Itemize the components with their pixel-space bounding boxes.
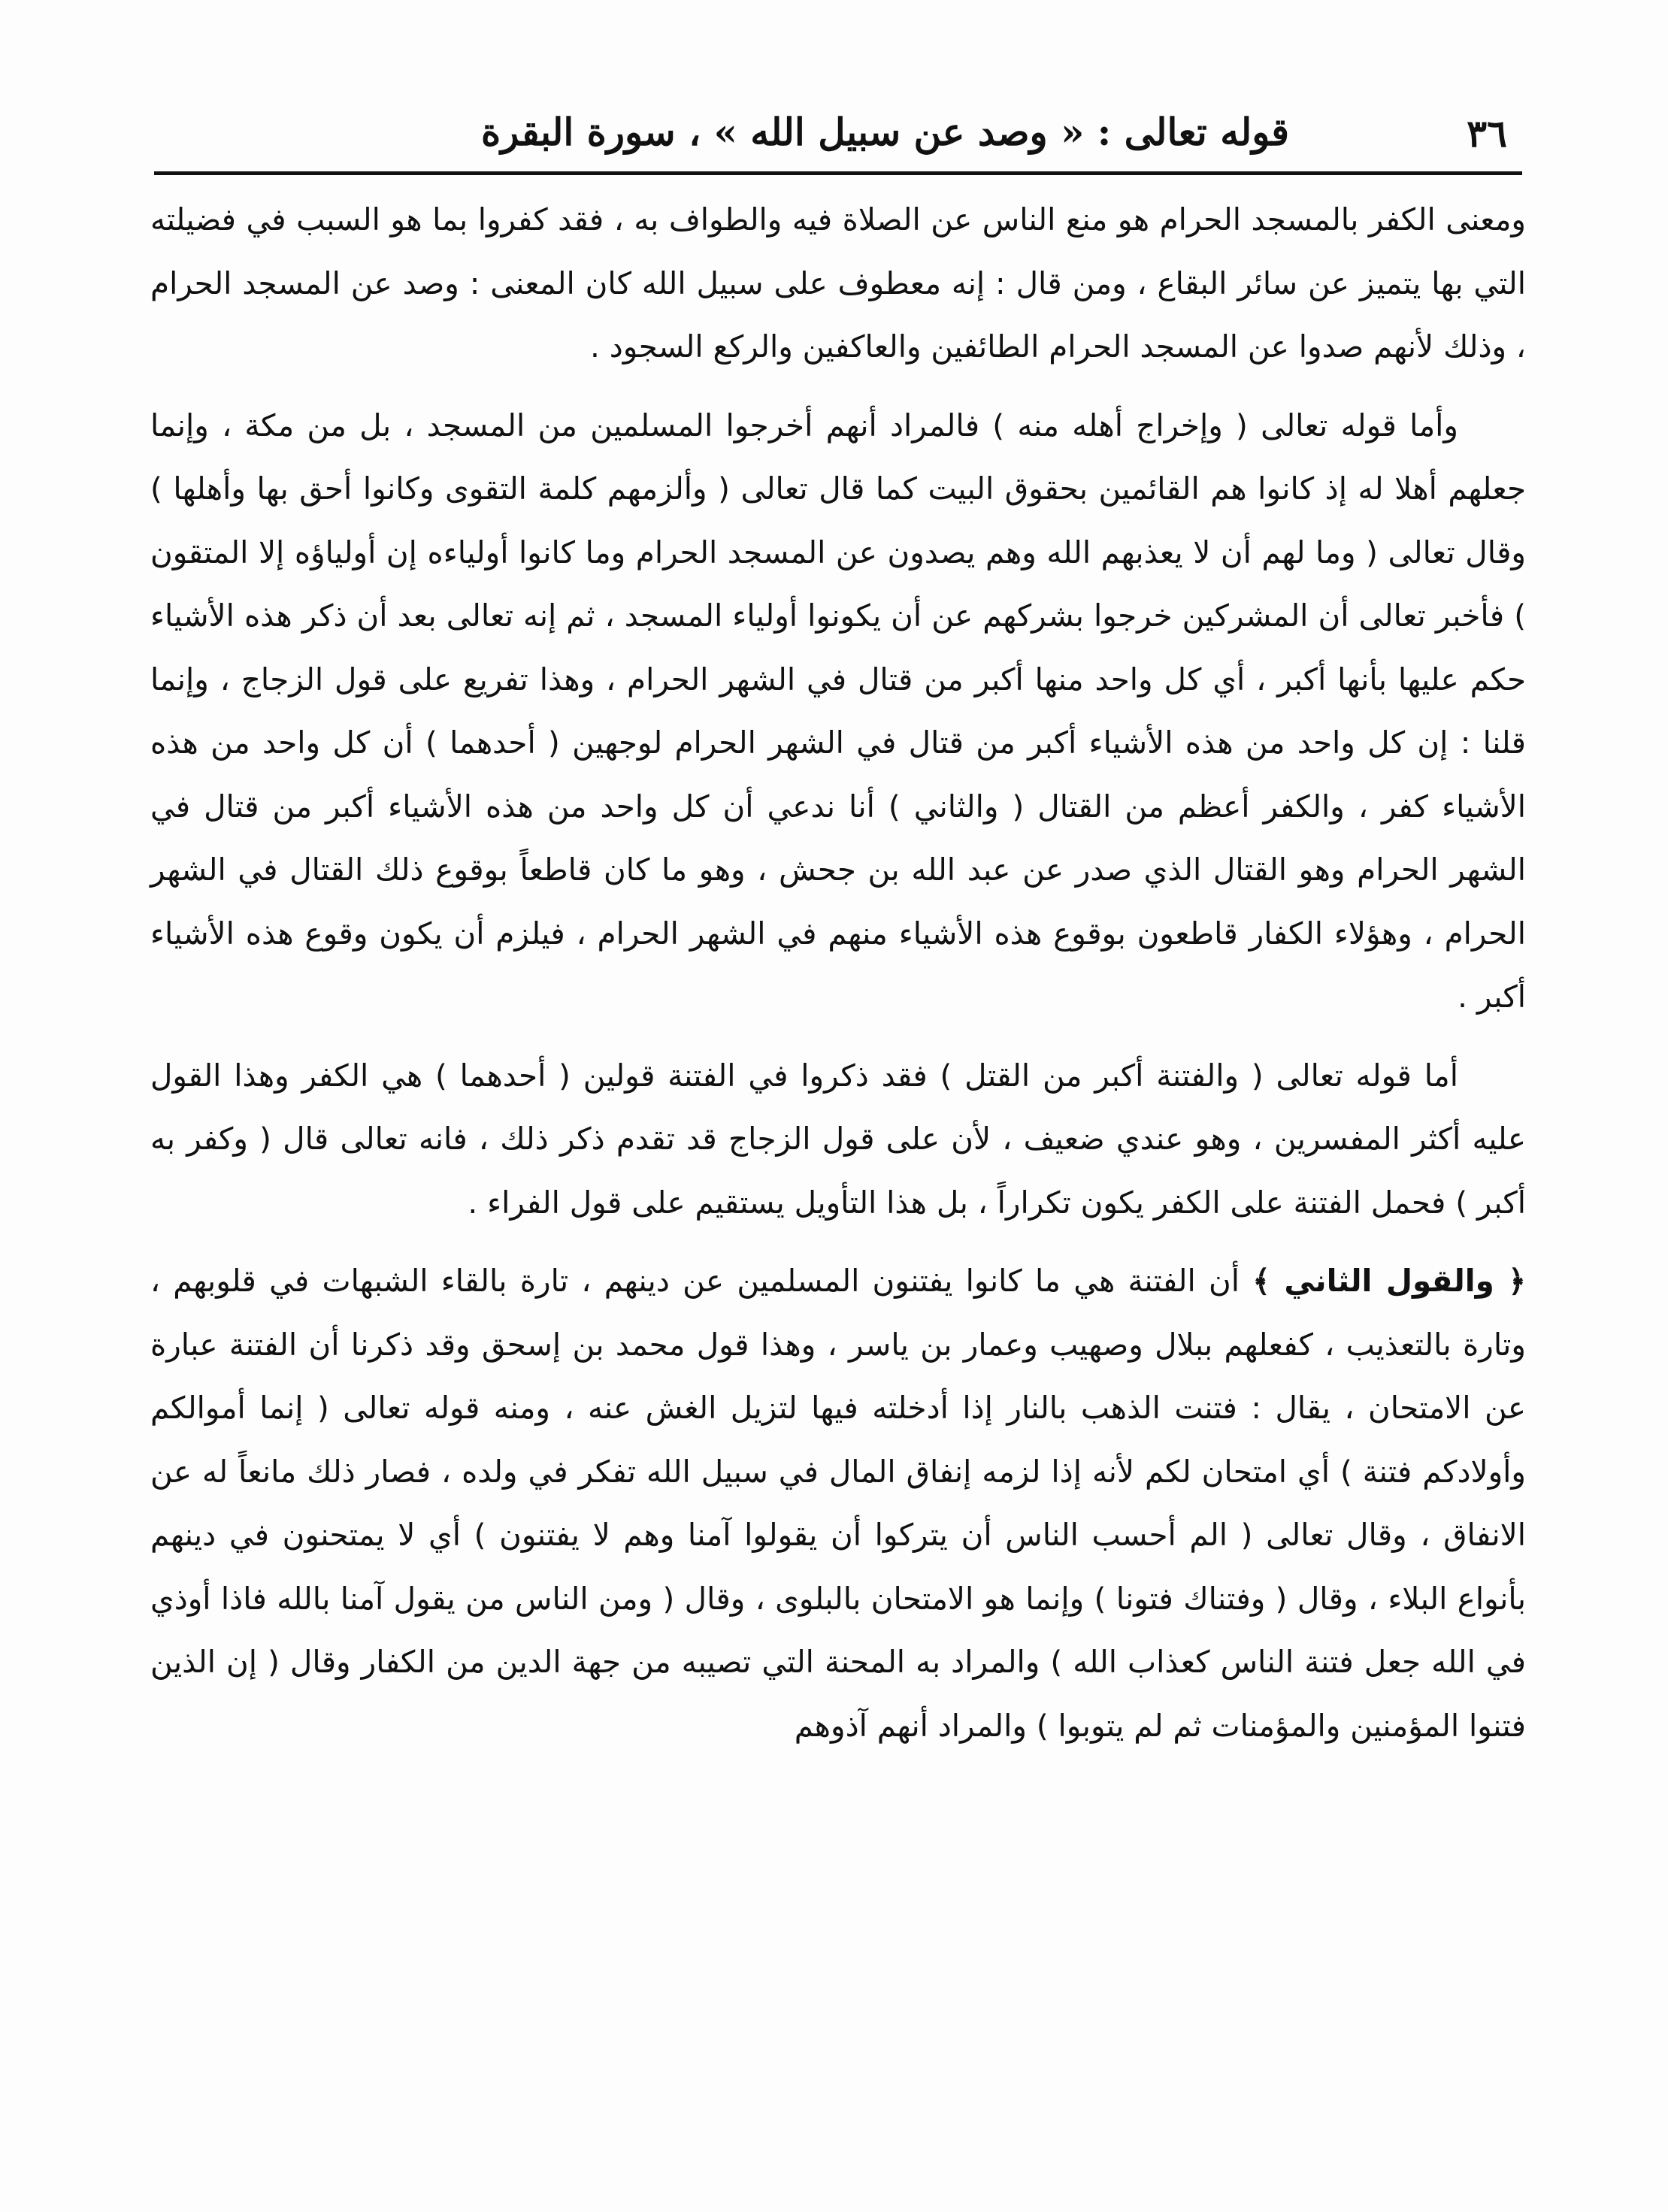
paragraph-4-text: أن الفتنة هي ما كانوا يفتنون المسلمين عن دينهم ، تارة بالقاء الشبهات في قلوبهم ، وتارة بالتعذيب ، كفعلهم ببلال وصهيب وعمار بن ياسر ، وهذا قول محمد بن إسحق وقد ذكرنا أن الفتنة عبارة عن الامتحان ، يقال : فتنت الذهب بالنار إذا أدخلته فيها لتزيل الغش عنه ، ومنه قوله تعالى ( إنما أموالكم وأولادكم فتنة ) أي امتحان لكم لأنه إذا لزمه إنفاق المال في سبيل الله تفكر في ولده ، فصار ذلك مانعاً له عن الانفاق ، وقال تعالى ( الم أحسب الناس أن يتركوا أن يقولوا آمنا وهم لا يفتنون ) أي لا يمتحنون في دينهم بأنواع البلاء ، وقال ( وفتناك فتونا ) وإنما هو الامتحان بالبلوى ، وقال ( ومن الناس من يقول آمنا بالله فاذا أوذي في الله جعل فتنة الناس كعذاب الله ) والمراد به المحنة التي تصيبه من جهة الدين من الكفار وقال ( إن الذين فتنوا المؤمنين والمؤمنات ثم لم يتوبوا ) والمراد أنهم آذوهم [150, 1263, 1526, 1744]
page-number: ٣٦ [1467, 111, 1507, 156]
paragraph-gap [150, 1029, 1526, 1044]
paragraph-3: أما قوله تعالى ( والفتنة أكبر من القتل ) فقد ذكروا في الفتنة قولين ( أحدهما ) هي الكفر وهذا القول عليه أكثر المفسرين ، وهو عندي ضعيف ، لأن على قول الزجاج قد تقدم ذكر ذلك ، فانه تعالى قال ( وكفر به أكبر ) فحمل الفتنة على الكفر يكون تكراراً ، بل هذا التأويل يستقيم على قول الفراء . [150, 1057, 1526, 1221]
paragraph-2: وأما قوله تعالى ( وإخراج أهله منه ) فالمراد أنهم أخرجوا المسلمين من المسجد ، بل من مكة ، وإنما جعلهم أهلا له إذ كانوا هم القائمين بحقوق البيت كما قال تعالى ( وألزمهم كلمة التقوى وكانوا أحق بها وأهلها ) وقال تعالى ( وما لهم أن لا يعذبهم الله وهم يصدون عن المسجد الحرام وما كانوا أولياءه إن أولياؤه إلا المتقون ) فأخبر تعالى أن المشركين خرجوا بشركهم عن أن يكونوا أولياء المسجد ، ثم إنه تعالى بعد أن ذكر هذه الأشياء حكم عليها بأنها أكبر ، أي كل واحد منها أكبر من قتال في الشهر الحرام ، وهذا تفريع على قول الزجاج ، وإنما قلنا : إن كل واحد من هذه الأشياء أكبر من قتال في الشهر الحرام لوجهين ( أحدهما ) أن كل واحد من هذه الأشياء كفر ، والكفر أعظم من القتال ( والثاني ) أنا ندعي أن كل واحد من هذه الأشياء أكبر من قتال في الشهر الحرام وهو القتال الذي صدر عن عبد الله بن جحش ، وهو ما كان قاطعاً بوقوع ذلك القتال في الشهر الحرام ، وهؤلاء الكفار قاطعون بوقوع هذه الأشياء منهم في الشهر الحرام ، فيلزم أن يكون وقوع هذه الأشياء أكبر . [150, 407, 1526, 1015]
header-rule [154, 171, 1522, 175]
body-text [150, 188, 1526, 1757]
running-title: قوله تعالى : « وصد عن سبيل الله » ، سورة البقرة [480, 110, 1289, 154]
paragraph-4-lead: ﴿ والقول الثاني ﴾ [1252, 1263, 1527, 1299]
page-header [154, 105, 1522, 173]
paragraph-4 [150, 1249, 1526, 1757]
paragraph-1: ومعنى الكفر بالمسجد الحرام هو منع الناس عن الصلاة فيه والطواف به ، فقد كفروا بما هو السبب في فضيلته التي بها يتميز عن سائر البقاع ، ومن قال : إنه معطوف على سبيل الله كان المعنى : وصد عن المسجد الحرام ، وذلك لأنهم صدوا عن المسجد الحرام الطائفين والعاكفين والركع السجود . [150, 201, 1526, 365]
paragraph-gap [150, 379, 1526, 394]
paragraph-gap [150, 1234, 1526, 1249]
